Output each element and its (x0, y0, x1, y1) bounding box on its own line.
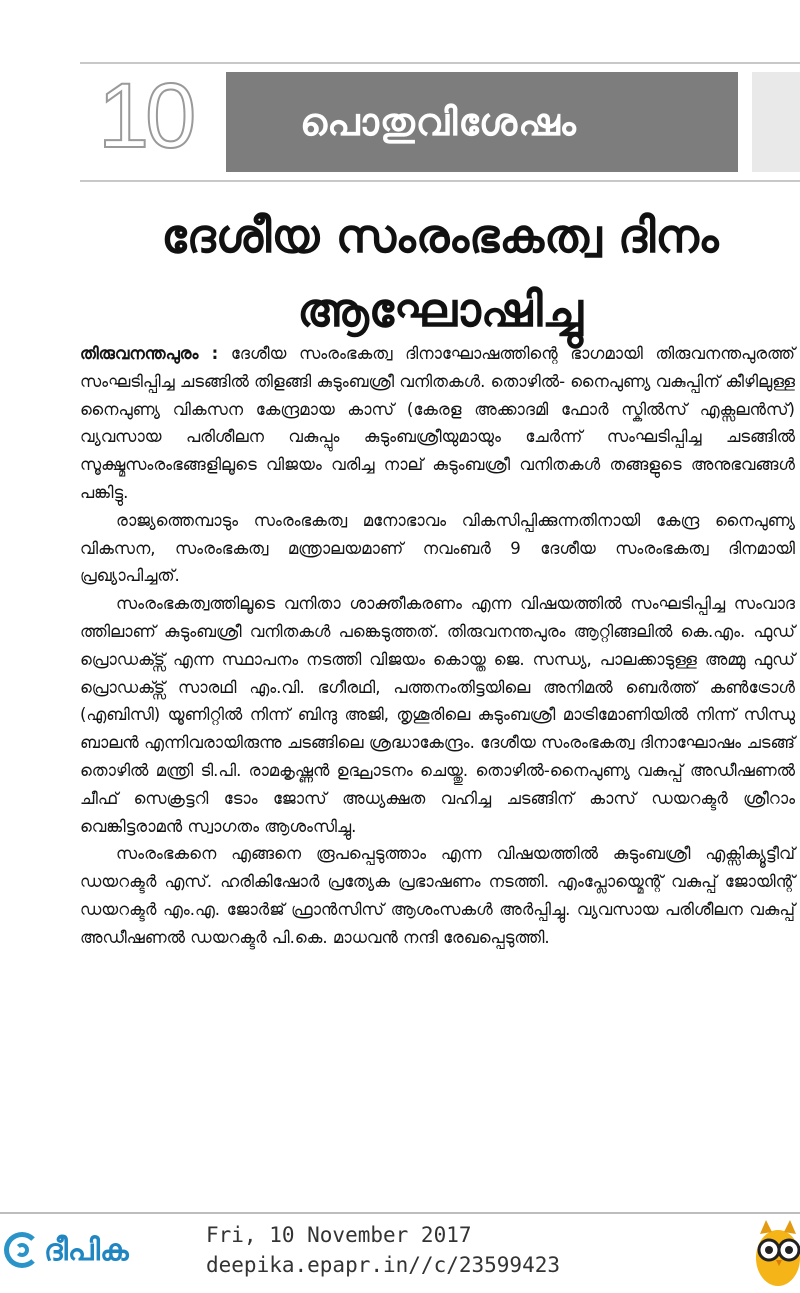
top-blank-band (0, 0, 800, 62)
headline-line-2: ആഘോഷിച്ചു (297, 283, 583, 338)
headline-line-1: ദേശീയ സംരംഭകത്വ ദിനം (161, 209, 719, 264)
deepika-logo (4, 1228, 129, 1272)
dateline: തിരുവനന്തപുരം : (80, 344, 219, 363)
epaper-url[interactable]: deepika.epapr.in//c/23599423 (206, 1253, 561, 1277)
article-body (80, 340, 795, 952)
section-header (226, 72, 738, 172)
page-number: 10 (98, 65, 193, 167)
header-bottom-rule (80, 180, 800, 182)
article-paragraph: സംരംഭകത്വത്തിലൂടെ വനിതാ ശാക്തീകരണം എന്ന വിഷയത്തിൽ സംഘടിപ്പിച്ച സംവാദ ത്തിലാണ് കുടുംബശ്രീ വനിതകൾ പങ്കെടുത്തത്. തിരുവനന്തപുരം ആറ്റിങ്ങലിൽ കെ.എം. ഫുഡ് പ്രൊഡക്ട്സ് എന്ന സ്ഥാപനം നടത്തി വിജയം കൊയ്ത ജെ. സന്ധ്യ, പാലക്കാടുള്ള അമ്മു ഫുഡ് പ്രൊഡക്ട്സ് സാരഥി എം.വി. ഭഗീരഥി, പത്തനംതിട്ടയിലെ അനിമൽ ബെർത്ത് കൺട്രോൾ (എബിസി) യൂണിറ്റിൽ നിന്ന് ബിന്ദു അജി, തൃശൂരിലെ കുടുംബശ്രീ മാട്രിമോണിയിൽ നിന്ന് സിന്ധു ബാലൻ എന്നിവരായിരുന്നു ചടങ്ങിലെ ശ്രദ്ധാകേന്ദ്രം. ദേശീയ സംരംഭകത്വ ദിനാഘോഷം ചടങ്ങ് തൊഴിൽ മന്ത്രി ടി.പി. രാമകൃഷ്ണൻ ഉദ്ഘാടനം ചെയ്തു. തൊഴിൽ-നൈപുണ്യ വകുപ്പ് അഡീഷണൽ ചീഫ് സെക്രട്ടറി ടോം ജോസ് അധ്യക്ഷത വഹിച്ച ചടങ്ങിന് കാസ് ഡയറക്ടർ ശ്രീറാം വെങ്കിട്ടരാമൻ സ്വാഗതം ആശംസിച്ചു. (80, 594, 795, 836)
header-top-rule (80, 62, 800, 64)
article-headline (110, 200, 770, 348)
footer-meta (206, 1220, 560, 1280)
header-side-tab (752, 72, 800, 172)
owl-icon (752, 1218, 800, 1288)
paragraph-text: ദേശീയ സംരംഭകത്വ ദിനാഘോഷത്തിന്റെ ഭാഗമായി തിരുവനന്തപുരത്ത് സംഘടിപ്പിച്ച ചടങ്ങിൽ തിളങ്ങി കുടുംബശ്രീ വനിതകൾ. തൊഴിൽ- നൈപുണ്യ വകുപ്പിന് കീഴിലുള്ള നൈപുണ്യ വികസന കേന്ദ്രമായ കാസ് (കേരള അക്കാദമി ഫോർ സ്കിൽസ് എക്സലൻസ്) വ്യവസായ പരിശീലന വകുപ്പും കുടുംബശ്രീയുമായും ചേർന്ന് സംഘടിപ്പിച്ച ചടങ്ങിൽ സൂക്ഷ്മസംരംഭങ്ങളിലൂടെ വിജയം വരിച്ച നാല് കുടുംബശ്രീ വനിതകൾ തങ്ങളുടെ അനുഭവങ്ങൾ പങ്കിട്ടു. (80, 344, 795, 502)
edition-date: Fri, 10 November 2017 (206, 1223, 472, 1247)
footer-divider (0, 1212, 800, 1214)
article-paragraph: സംരംഭകനെ എങ്ങനെ രൂപപ്പെടുത്താം എന്ന വിഷയത്തിൽ കുടുംബശ്രീ എക്സിക്യൂട്ടീവ് ഡയറക്ടർ എസ്. ഹരികിഷോർ പ്രത്യേക പ്രഭാഷണം നടത്തി. എംപ്ലോയ്മെന്റ് വകുപ്പ് ജോയിന്റ് ഡയറക്ടർ എം.എ. ജോർജ് ഫ്രാൻസിസ് ആശംസകൾ അർപ്പിച്ചു. വ്യവസായ പരിശീലന വകുപ്പ് അഡീഷണൽ ഡയറക്ടർ പി.കെ. മാധവൻ നന്ദി രേഖപ്പെടുത്തി. (80, 844, 795, 947)
logo-text: ദീപിക (44, 1232, 129, 1268)
deepika-swirl-icon (4, 1232, 40, 1268)
section-title: പൊതുവിശേഷം (300, 99, 577, 144)
article-paragraph: രാജ്യത്തെമ്പാടും സംരംഭകത്വ മനോഭാവം വികസിപ്പിക്കുന്നതിനായി കേന്ദ്ര നൈപുണ്യ വികസന, സംരംഭകത്വ മന്ത്രാലയമാണ് നവംബർ 9 ദേശീയ സംരംഭകത്വ ദിനമായി പ്രഖ്യാപിച്ചത്. (80, 510, 795, 586)
article-paragraph (80, 340, 795, 507)
